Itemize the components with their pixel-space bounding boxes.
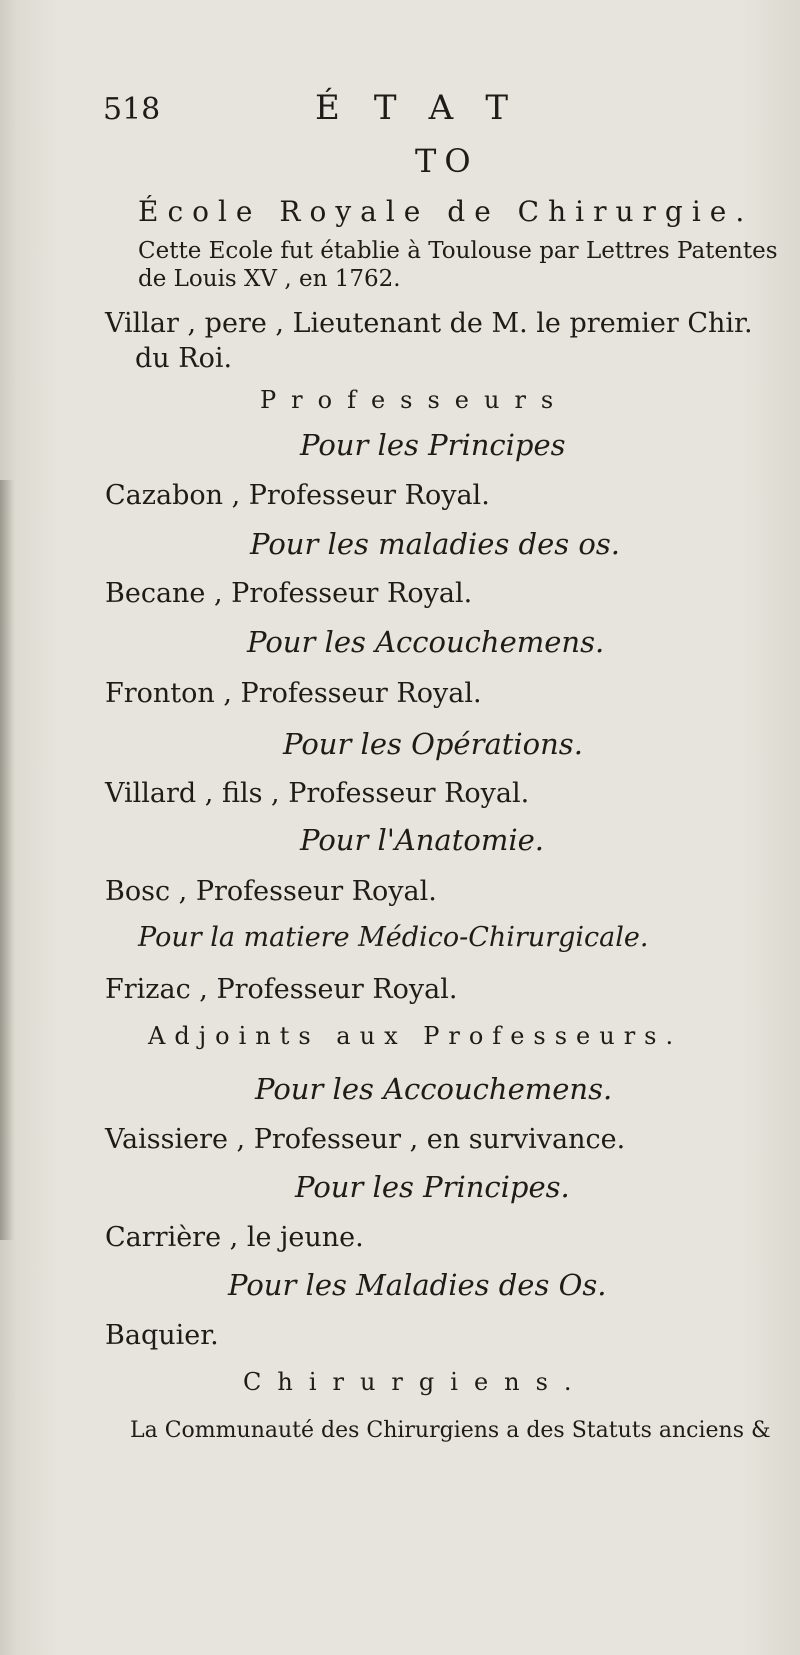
subject-heading: Pour les Principes. (295, 1170, 570, 1204)
subject-heading: Pour l'Anatomie. (300, 823, 544, 857)
subject-heading: Pour les Principes (300, 428, 566, 462)
lieutenant-line2: du Roi. (135, 343, 233, 374)
page-number: 518 (103, 92, 161, 127)
adjoints-heading: Adjoints aux Professeurs. (148, 1022, 683, 1050)
subject-heading: Pour les Maladies des Os. (228, 1268, 607, 1302)
subject-heading: Pour les Accouchemens. (255, 1072, 613, 1106)
subject-heading: Pour les Opérations. (283, 727, 583, 761)
subject-heading: Pour les Accouchemens. (247, 625, 605, 659)
lieutenant-line1: Villar , pere , Lieutenant de M. le premier Chir. (105, 308, 753, 339)
professor-entry: Fronton , Professeur Royal. (105, 678, 482, 709)
chirurgiens-text: La Communauté des Chirurgiens a des Statuts anciens & (130, 1418, 771, 1443)
adjoint-entry: Vaissiere , Professeur , en survivance. (105, 1124, 626, 1155)
professor-entry: Villard , fils , Professeur Royal. (105, 778, 530, 809)
chirurgiens-heading: Chirurgiens. (243, 1368, 588, 1396)
school-title: École Royale de Chirurgie. (138, 195, 754, 228)
running-title: ÉTAT (315, 88, 543, 128)
adjoint-entry: Carrière , le jeune. (105, 1222, 364, 1253)
adjoint-entry: Baquier. (105, 1320, 219, 1351)
school-note-line1: Cette Ecole fut établie à Toulouse par Lettres Patentes (138, 238, 778, 264)
gutter-shadow (0, 480, 14, 1240)
professor-entry: Frizac , Professeur Royal. (105, 974, 458, 1005)
professor-entry: Cazabon , Professeur Royal. (105, 480, 490, 511)
professor-entry: Bosc , Professeur Royal. (105, 876, 437, 907)
section-mark: TO (415, 142, 479, 180)
subject-heading: Pour la matiere Médico-Chirurgicale. (138, 922, 649, 953)
professeurs-heading: Professeurs (260, 386, 569, 414)
school-note-line2: de Louis XV , en 1762. (138, 266, 401, 292)
subject-heading: Pour les maladies des os. (250, 527, 620, 561)
professor-entry: Becane , Professeur Royal. (105, 578, 473, 609)
